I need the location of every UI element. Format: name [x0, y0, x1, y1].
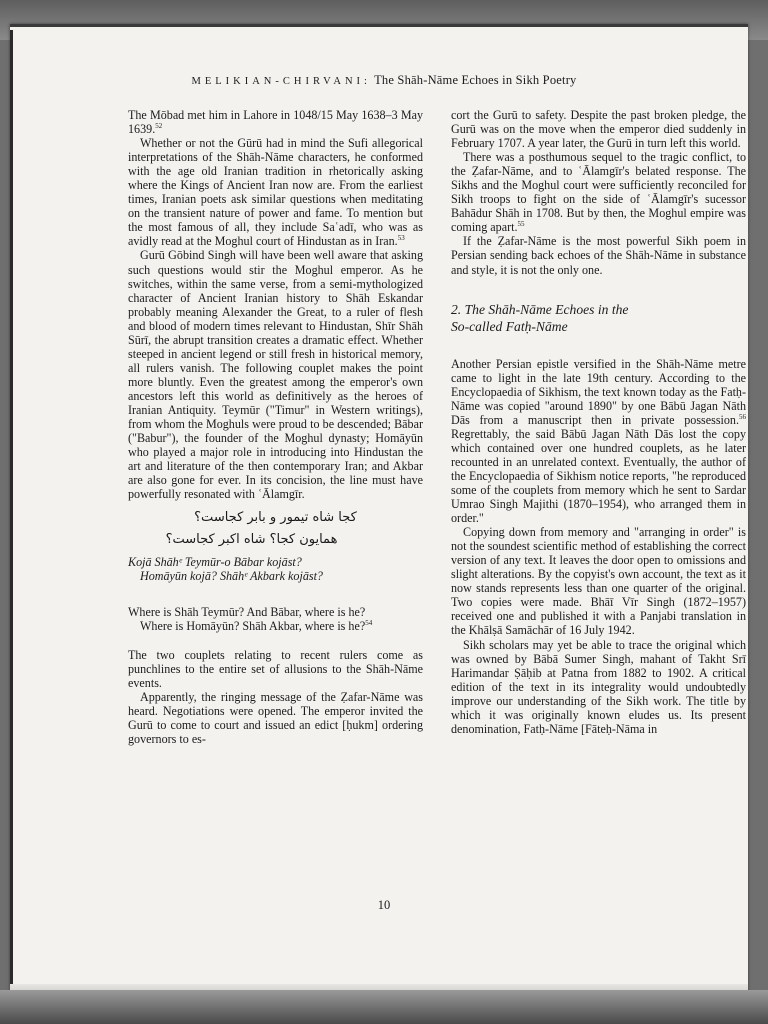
left-column — [128, 108, 423, 746]
paragraph: Gurū Gōbind Singh will have been well aware that asking such questions would stir the Moghul emperor. As he switches, within the same verse, from a semi-mythologized character of Ancient Iranian history to Shāh Eskandar probably meaning Alexander the Great, to a ruler of flesh and blood of modern times relevant to Hindustan, Shīr Shāh Sūrī, the abrupt transition creates a dramatic effect. Whether steeped in ancient legend or still fresh in historical memory, all rulers vanish. The following couplet makes the point more bluntly. Even the greatest among the emperor's own ancestors left this world as definitively as the heroes of Iranian Antiquity. Teymūr ("Timur" in Western writings), from whom the Moghuls were proud to be descended; Bābar ("Babur"), the founder of the Moghul dynasty; Homāyūn who played a major role in introducing into Hindustan the art and literature of the then contemporary Iran; and Akbar are also gone for ever. In its concision, the line must have powerfully resonated with ʿĀlamgīr. — [128, 248, 423, 502]
paragraph: Sikh scholars may yet be able to trace the original which was owned by Bābā Sumer Singh, mahant of Takht Srī Harimandar Ṣāḥib at Patna from 1882 to 1902. A critical edition of the text in its integrality would undoubtedly improve our understanding of the Sikh work. The title by which it was originally known eludes us. Its present denomination, Fatḥ-Nāme [Fāteḥ-Nāma in — [451, 637, 746, 736]
running-head-author: MELIKIAN-CHIRVANI: — [191, 76, 371, 87]
paragraph: Another Persian epistle versified in the Shāh-Nāme metre came to light in the late 19th century. According to the Encyclopaedia of Sikhism, the text known today as the Fatḥ-Nāme was copied "around 1890" by one Bābū Jagan Nāth Dās from a manuscript then in private possession.$^{56}$ Regrettably, the said Bābū Jagan Nāth Dās lost the copy which contained over one hundred couplets, as he later recounted in an unrelated context. Eventually, the author of the Encyclopaedia of Sikhism notice reports, "he reproduced some of the couplets from memory which he sent to Sardar Umrao Singh Majithi (1870–1954), who arranged them in order." — [451, 356, 746, 526]
translation-line-2: Where is Homāyūn? Shāh Akbar, where is he?$^{54}$ — [140, 619, 373, 634]
transliteration-line-2: Homāyūn kojā? Shāhᵉ Akbark kojāst? — [140, 569, 323, 584]
transliteration — [128, 555, 423, 583]
running-head — [0, 73, 768, 88]
persian-couplet-line-1: کجا شاه تیمور و بابر کجاست؟ — [194, 510, 357, 526]
paragraph: If the Ẓafar-Nāme is the most powerful Sikh poem in Persian sending back echoes of the Shāh-Nāme in substance and style, it is not the only one. — [451, 234, 746, 277]
translation-line-1: Where is Shāh Teymūr? And Bābar, where is he? — [128, 605, 366, 620]
section-heading-line-1: 2. The Shāh-Nāme Echoes in the — [451, 301, 629, 317]
persian-couplet — [128, 507, 423, 551]
scan-bottom-edge — [0, 990, 768, 1024]
page-top-border — [10, 24, 748, 27]
paragraph: Apparently, the ringing message of the Ẓafar-Nāme was heard. Negotiations were opened. The emperor invited the Gurū to come to court and issued an edict [ḥukm] ordering governors to es- — [128, 689, 423, 746]
paragraph: The Mōbad met him in Lahore in 1048/15 May 1638–3 May 1639.52 — [128, 108, 423, 137]
persian-couplet-line-2: همایون کجا؟ شاه اکبر کجاست؟ — [165, 532, 338, 548]
paragraph: Copying down from memory and "arranging in order" is not the soundest scientific method of establishing the correct version of any text. It leaves the door open to omissions and slight alterations. By the copyist's own account, the text as it now stands represents less than one quarter of the original. Two copies were made. Bhāī Vīr Singh (1872–1957) received one and published it with a Panjabi translation in the Khālṣā Samāchār of 16 July 1942. — [451, 525, 746, 638]
paragraph: Whether or not the Gūrū had in mind the Sufi allegorical interpretations of the Shāh-Nāme characters, he conformed with the age old Iranian tradition in rhetorically asking where the Kings of Ancient Iran now are. From the earliest times, Iranian poets ask similar questions when meditating on the transient nature of power and fame. To mention but the most famous of all, they include Saʿadī, who was as avidly read at the Moghul court of Hindustan as in Iran.$^{53}$ — [128, 136, 423, 249]
paragraph: The two couplets relating to recent rulers come as punchlines to the entire set of allusions to the Shāh-Nāme events. — [128, 647, 423, 690]
page-number: 10 — [377, 898, 391, 912]
page-left-border — [10, 30, 13, 990]
running-head-title: The Shāh-Nāme Echoes in Sikh Poetry — [374, 73, 577, 87]
paragraph: There was a posthumous sequel to the tragic conflict, to the Ẓafar-Nāme, and to ʿĀlamgīr's belated response. The Sikhs and the Moghul court were sufficiently reconciled for Sikh troops to fight on the side of ʿĀlamgīr's sucessor Bahādur Shāh in 1708. But by then, the Moghul empire was coming apart.$^{55}$ — [451, 150, 746, 235]
paragraph: cort the Gurū to safety. Despite the past broken pledge, the Gurū was on the move when the emperor died suddenly in February 1707. A year later, the Gurū in turn left this world. — [451, 108, 746, 151]
section-heading — [451, 301, 746, 335]
right-column — [451, 108, 746, 736]
section-heading-line-2: So-called Fatḥ-Nāme — [451, 318, 568, 334]
transliteration-line-1: Kojā Shāhᵉ Teymūr-o Bābar kojāst? — [128, 555, 302, 570]
translation — [128, 605, 423, 633]
